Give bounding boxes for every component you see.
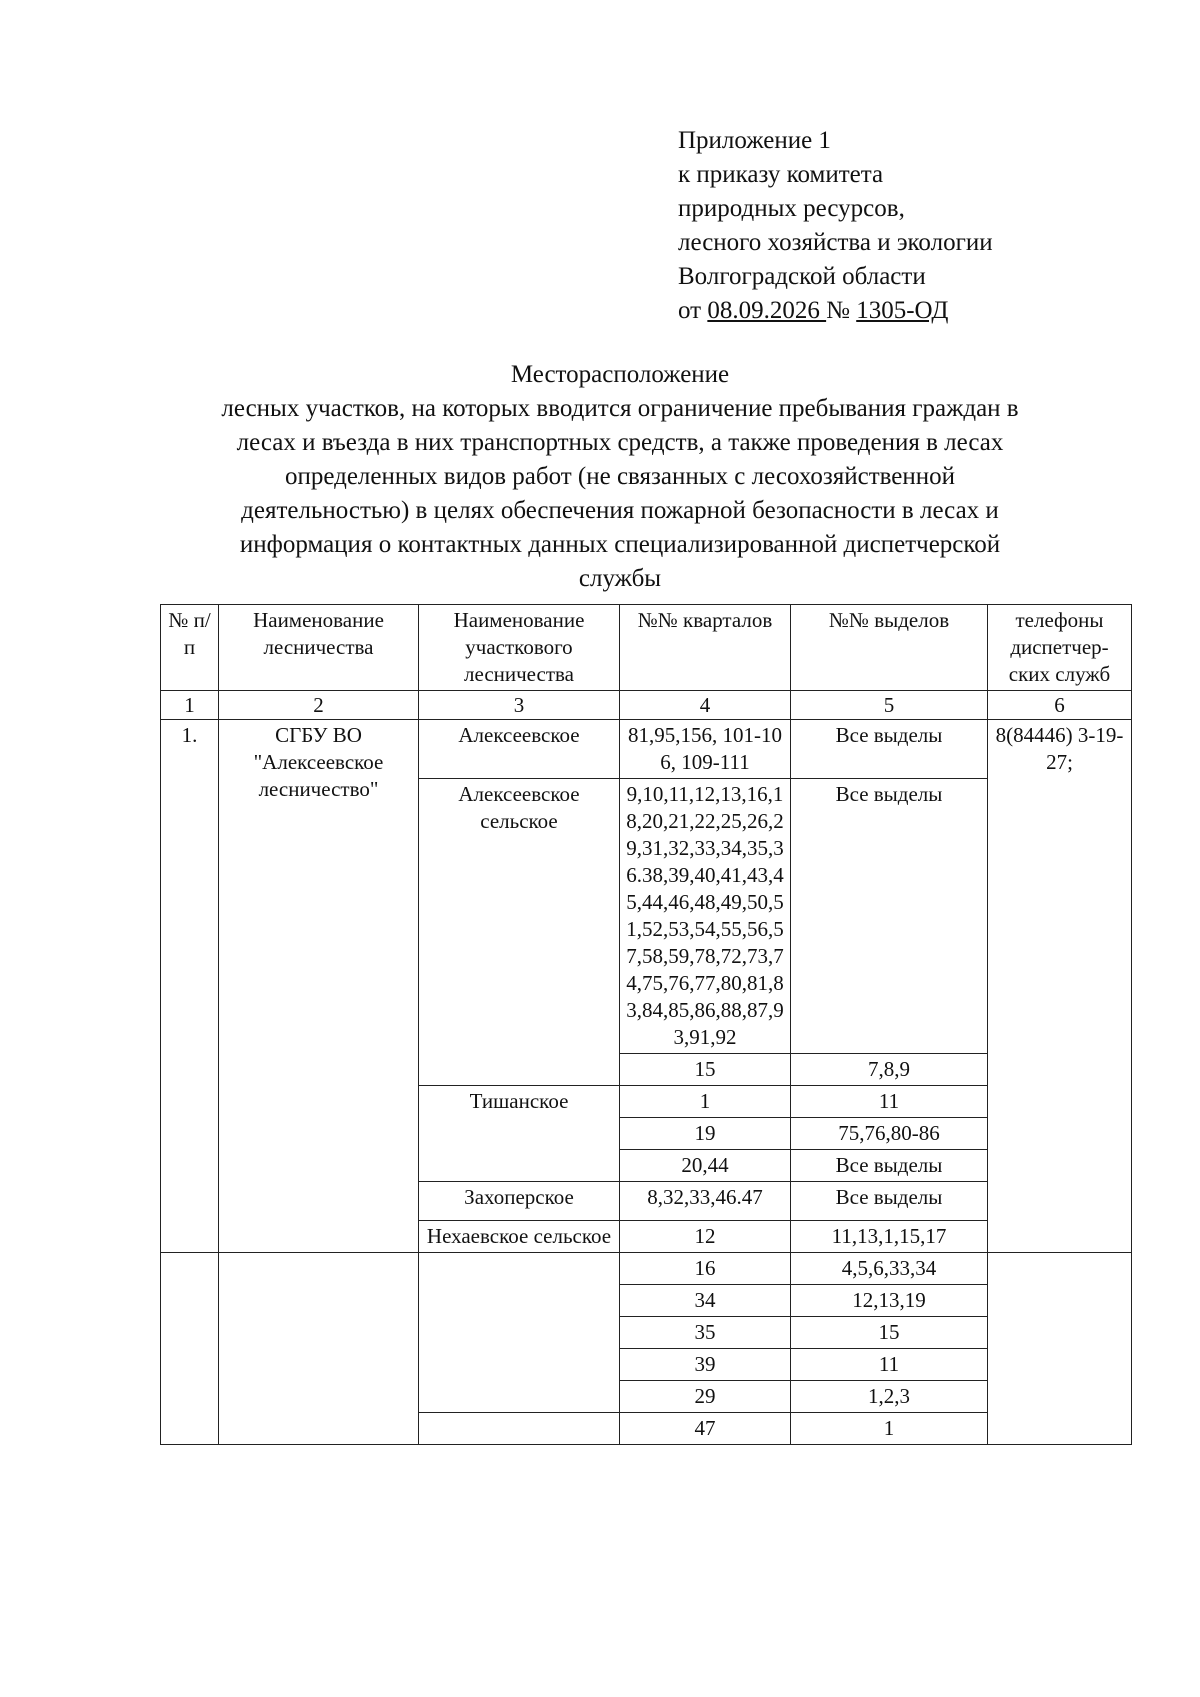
appendix-line: природных ресурсов, bbox=[678, 195, 905, 222]
quarters-cell: 29 bbox=[620, 1381, 791, 1413]
plots-cell: 15 bbox=[791, 1317, 988, 1349]
quarters-cell: 47 bbox=[620, 1413, 791, 1445]
row-number-cell: 1. bbox=[161, 720, 219, 1253]
dispatch-phone-cell: 8(84446) 3-19-27; bbox=[988, 720, 1132, 1253]
district-cell: Тишанское bbox=[419, 1086, 620, 1182]
heading-line: службы bbox=[578, 565, 662, 592]
district-cell: Алексеевское сельское bbox=[419, 779, 620, 1086]
quarters-cell: 16 bbox=[620, 1253, 791, 1285]
column-number: 6 bbox=[988, 691, 1132, 720]
quarters-cell: 15 bbox=[620, 1054, 791, 1086]
column-number: 3 bbox=[419, 691, 620, 720]
column-number: 2 bbox=[219, 691, 419, 720]
heading-line: деятельностью) в целях обеспечения пожарной безопасности в лесах и bbox=[241, 497, 999, 524]
quarters-cell: 12 bbox=[620, 1221, 791, 1253]
quarters-cell: 1 bbox=[620, 1086, 791, 1118]
heading-title: Месторасположение bbox=[510, 361, 730, 388]
plots-cell: 7,8,9 bbox=[791, 1054, 988, 1086]
document-heading bbox=[150, 358, 1090, 596]
number-sign: № bbox=[826, 297, 857, 324]
quarters-cell: 8,32,33,46.47 bbox=[620, 1182, 791, 1221]
date-prefix: от bbox=[678, 297, 708, 324]
column-number: 4 bbox=[620, 691, 791, 720]
appendix-date-line bbox=[678, 294, 993, 328]
appendix-title: Приложение 1 bbox=[678, 127, 831, 154]
plots-cell: Все выделы bbox=[791, 1150, 988, 1182]
plots-cell: Все выделы bbox=[791, 779, 988, 1054]
quarters-cell: 39 bbox=[620, 1349, 791, 1381]
plots-cell: 11 bbox=[791, 1086, 988, 1118]
plots-cell: Все выделы bbox=[791, 720, 988, 779]
table-header-row bbox=[161, 605, 1132, 691]
quarters-cell: 34 bbox=[620, 1285, 791, 1317]
forest-plots-table bbox=[160, 604, 1132, 1445]
header-cell-quarters: №№ кварталов bbox=[620, 605, 791, 691]
quarters-cell: 20,44 bbox=[620, 1150, 791, 1182]
heading-line: определенных видов работ (не связанных с лесохозяйственной bbox=[284, 463, 956, 490]
district-cell: Захоперское bbox=[419, 1182, 620, 1221]
plots-cell: Все выделы bbox=[791, 1182, 988, 1221]
district-cell: Нехаевское сельское bbox=[419, 1221, 620, 1253]
appendix-line: Волгоградской области bbox=[678, 263, 926, 290]
forestry-name-cell: СГБУ ВО "Алексеевское лесничество" bbox=[219, 720, 419, 1253]
table-row bbox=[161, 720, 1132, 779]
header-cell-district: Наименование участкового лесничества bbox=[419, 605, 620, 691]
appendix-block bbox=[678, 124, 993, 328]
plots-cell: 1 bbox=[791, 1413, 988, 1445]
quarters-cell: 9,10,11,12,13,16,18,20,21,22,25,26,29,31,32,33,34,35,36.38,39,40,41,43,45,44,46,48,49,50,51,52,53,54,55,56,57,58,59,78,72,73,74,75,76,77,80,81,83,84,85,86,88,87,93,91,92 bbox=[620, 779, 791, 1054]
column-number: 1 bbox=[161, 691, 219, 720]
table-row bbox=[161, 1253, 1132, 1285]
header-cell-forestry: Наименование лесничества bbox=[219, 605, 419, 691]
column-number: 5 bbox=[791, 691, 988, 720]
heading-line: информация о контактных данных специализированной диспетчерской bbox=[239, 531, 1001, 558]
district-cell: Алексеевское bbox=[419, 720, 620, 779]
appendix-line: к приказу комитета bbox=[678, 161, 884, 188]
plots-cell: 12,13,19 bbox=[791, 1285, 988, 1317]
plots-cell: 1,2,3 bbox=[791, 1381, 988, 1413]
heading-line: лесных участков, на которых вводится ограничение пребывания граждан в bbox=[221, 395, 1019, 422]
header-cell-phones: телефоны диспетчер-ских служб bbox=[988, 605, 1132, 691]
heading-line: лесах и въезда в них транспортных средств, а также проведения в лесах bbox=[236, 429, 1004, 456]
quarters-cell: 19 bbox=[620, 1118, 791, 1150]
order-date: 08.09.2026 bbox=[707, 297, 827, 324]
order-number: 1305-ОД bbox=[856, 297, 949, 324]
appendix-line: лесного хозяйства и экологии bbox=[678, 229, 993, 256]
empty-cell bbox=[419, 1253, 620, 1413]
plots-cell: 11,13,1,15,17 bbox=[791, 1221, 988, 1253]
plots-cell: 75,76,80-86 bbox=[791, 1118, 988, 1150]
quarters-cell: 35 bbox=[620, 1317, 791, 1349]
empty-cell bbox=[161, 1253, 219, 1445]
empty-cell bbox=[219, 1253, 419, 1445]
quarters-cell: 81,95,156, 101-106, 109-111 bbox=[620, 720, 791, 779]
column-number-row bbox=[161, 691, 1132, 720]
header-cell-number: № п/п bbox=[161, 605, 219, 691]
empty-cell bbox=[988, 1253, 1132, 1445]
empty-cell bbox=[419, 1413, 620, 1445]
plots-cell: 11 bbox=[791, 1349, 988, 1381]
header-cell-plots: №№ выделов bbox=[791, 605, 988, 691]
plots-cell: 4,5,6,33,34 bbox=[791, 1253, 988, 1285]
